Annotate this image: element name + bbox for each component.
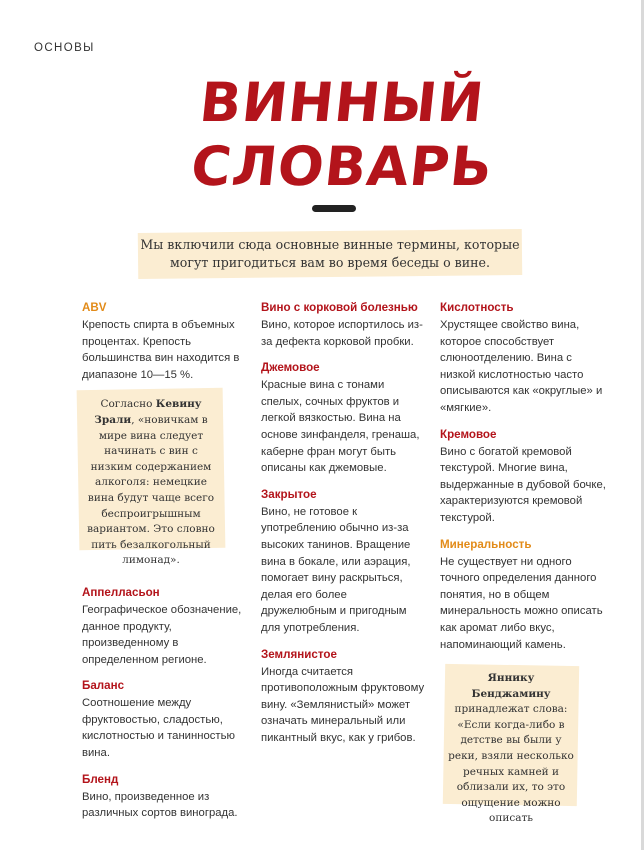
quote-prefix: Согласно	[100, 398, 153, 411]
title-underline	[312, 205, 356, 212]
term-definition: Вино, которое испортилось из-за дефекта корковой пробки.	[261, 319, 423, 348]
term-title: Закрытое	[261, 487, 317, 501]
term-definition: Соотношение между фруктовостью, сладостью, кислотностью и танинностью вина.	[82, 697, 235, 760]
term-definition: Красные вина с тонами спелых, сочных фруктов и легкой вязкостью. Вина на основе зинфанделя, гренаша, каберне фран могут быть описаны как джемовые.	[261, 379, 420, 475]
page-title-line1: ВИННЫЙ	[196, 71, 488, 134]
quote-text	[448, 671, 574, 827]
term-definition: Крепость спирта в объемных процентах. Крепость большинства вин находится в диапазоне 10—15 %.	[82, 319, 240, 381]
term-title: ABV	[82, 301, 107, 314]
term-title: Аппелласьон	[82, 585, 160, 599]
term-title: Бленд	[82, 772, 119, 786]
term-title: Землянистое	[261, 647, 337, 661]
quote-box-benjamin	[448, 671, 606, 827]
term-definition: Вино с богатой кремовой текстурой. Многие вина, выдержанные в дубовой бочке, характеризуются кремовой текстурой.	[440, 445, 606, 524]
term-title: Джемовое	[261, 361, 320, 375]
term-definition: Вино, произведенное из различных сортов винограда.	[82, 790, 238, 820]
quote-box-zraly	[82, 397, 242, 569]
quote-body: , «новичкам в мире вина следует начинать с вин с низким содержанием алкоголя: немецкие вина будут чаще всего беспроигрышным вариантом. Это словно пить безалкогольный лимонад».	[87, 413, 215, 567]
term-title: Кислотность	[440, 301, 514, 314]
term-definition: Хрустящее свойство вина, которое способствует слюноотделению. Вина с низкой кислотностью часто описываются как «округлые» и «мягкие».	[440, 319, 603, 414]
term-title: Вино с корковой болезнью	[261, 301, 418, 314]
page-title-line2: СЛОВАРЬ	[188, 135, 496, 198]
term-definition: Географическое обозначение, данное продукту, произведенному в определенном регионе.	[82, 603, 242, 666]
term-definition: Иногда считается противоположным фруктовому вину. «Землянистый» может означать минеральный или пикантный вкус, как у грибов.	[261, 665, 425, 744]
intro-text: Мы включили сюда основные винные термины, которые могут пригодиться вам во время беседы о вине.	[140, 237, 520, 270]
column-3	[440, 300, 606, 827]
quote-author: Кевину Зрали	[94, 398, 202, 426]
section-label: ОСНОВЫ	[34, 42, 95, 54]
term-definition: Не существует ни одного точного определения данного понятия, но в общем минеральность можно описать как аромат либо вкус, напоминающий камень.	[440, 555, 603, 651]
column-1	[82, 300, 242, 832]
term-definition: Вино, не готовое к употреблению обычно из-за высоких танинов. Вращение вина в бокале, или аэрация, помогает вину раскрыться, делая его более дружелюбным и пригодным для употребления.	[261, 505, 411, 634]
term-title: Кремовое	[440, 427, 497, 441]
quote-text	[82, 397, 220, 569]
term-title: Баланс	[82, 679, 125, 693]
quote-body: принадлежат слова: «Если когда-либо в детстве вы были у реки, взяли несколько речных камней и облизали их, то это ощущение можно описать	[448, 703, 574, 825]
column-2	[261, 300, 425, 756]
term-title: Минеральность	[440, 537, 532, 551]
quote-author: Яннику Бенджамину	[471, 672, 551, 700]
